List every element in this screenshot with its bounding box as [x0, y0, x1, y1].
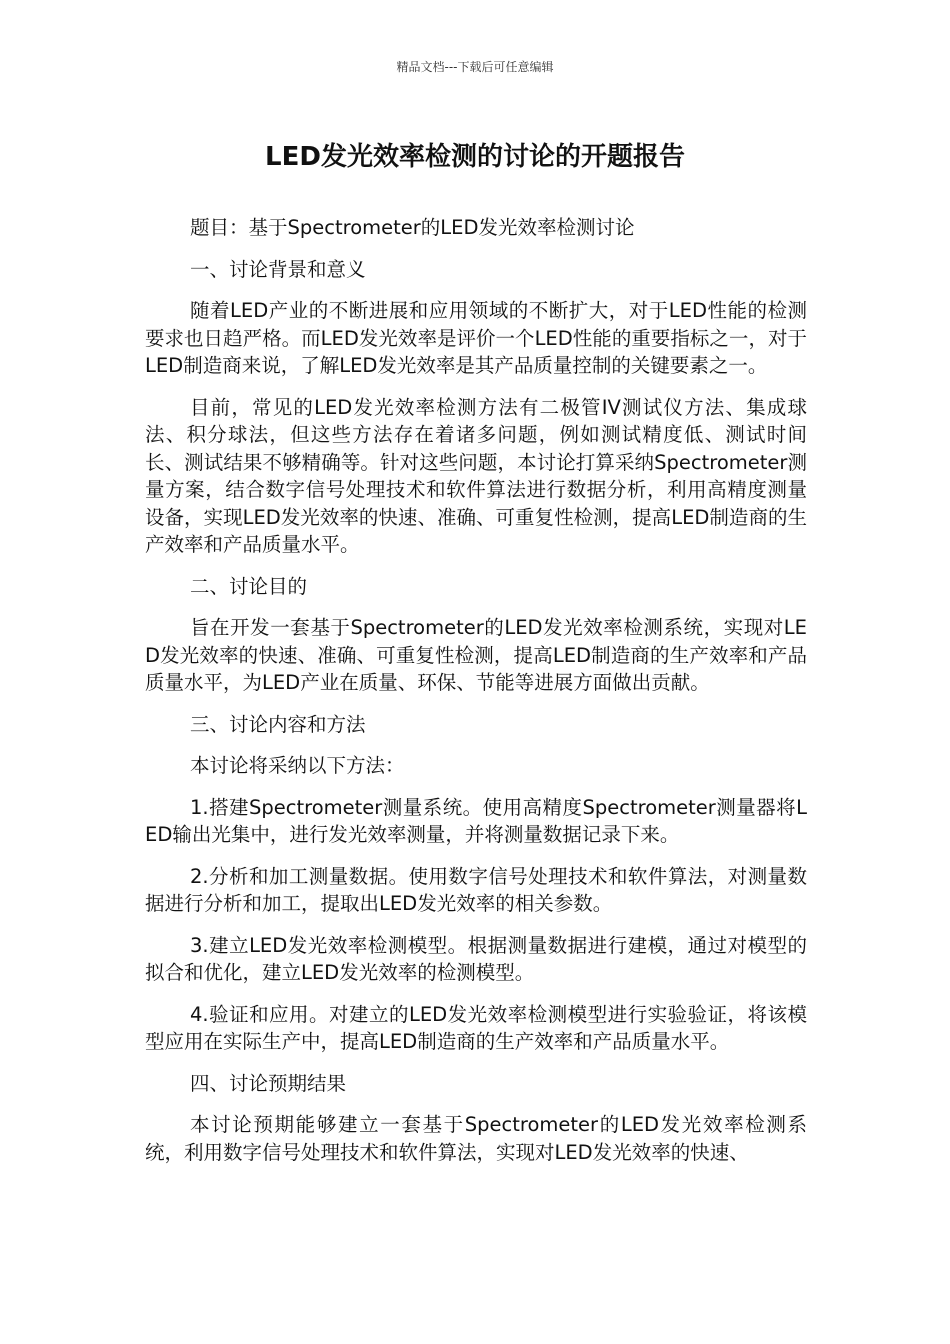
topic-line: 题目：基于Spectrometer的LED发光效率检测讨论 [190, 216, 635, 239]
paragraph-methods-intro: 本讨论将采纳以下方法： [190, 754, 405, 777]
method-item-3: 3.建立LED发光效率检测模型。根据测量数据进行建模，通过对模型的拟合和优化，建立LED发光效率的检测模型。 [145, 933, 807, 984]
header-note: 精品文档---下载后可任意编辑 [396, 60, 554, 74]
method-item-4: 4.验证和应用。对建立的LED发光效率检测模型进行实验验证，将该模型应用在实际生产中，提高LED制造商的生产效率和产品质量水平。 [145, 1002, 807, 1053]
section-heading-expected-results: 四、讨论预期结果 [190, 1071, 347, 1095]
section-heading-methods: 三、讨论内容和方法 [190, 712, 366, 736]
document-title: LED发光效率检测的讨论的开题报告 [265, 142, 685, 172]
paragraph-purpose: 旨在开发一套基于Spectrometer的LED发光效率检测系统，实现对LED发光效率的快速、准确、可重复性检测，提高LED制造商的生产效率和产品质量水平，为LED产业在质量、环保、节能等进展方面做出贡献。 [145, 616, 807, 694]
paragraph-expected-results: 本讨论预期能够建立一套基于Spectrometer的LED发光效率检测系统，利用数字信号处理技术和软件算法，实现对LED发光效率的快速、 [145, 1113, 807, 1164]
section-heading-purpose: 二、讨论目的 [190, 574, 308, 598]
section-heading-background: 一、讨论背景和意义 [190, 257, 366, 281]
method-item-2: 2.分析和加工测量数据。使用数字信号处理技术和软件算法，对测量数据进行分析和加工，提取出LED发光效率的相关参数。 [145, 864, 807, 915]
paragraph-background-2: 目前，常见的LED发光效率检测方法有二极管IV测试仪方法、集成球法、积分球法，但这些方法存在着诸多问题，例如测试精度低、测试时间长、测试结果不够精确等。针对这些问题，本讨论打算采纳Spectrometer测量方案，结合数字信号处理技术和软件算法进行数据分析，利用高精度测量设备，实现LED发光效率的快速、准确、可重复性检测，提高LED制造商的生产效率和产品质量水平。 [145, 395, 807, 556]
paragraph-background-1: 随着LED产业的不断进展和应用领域的不断扩大，对于LED性能的检测要求也日趋严格。而LED发光效率是评价一个LED性能的重要指标之一，对于LED制造商来说，了解LED发光效率是其产品质量控制的关键要素之一。 [145, 299, 807, 377]
method-item-1: 1.搭建Spectrometer测量系统。使用高精度Spectrometer测量器将LED输出光集中，进行发光效率测量，并将测量数据记录下来。 [145, 795, 807, 846]
document-body [145, 214, 807, 1180]
